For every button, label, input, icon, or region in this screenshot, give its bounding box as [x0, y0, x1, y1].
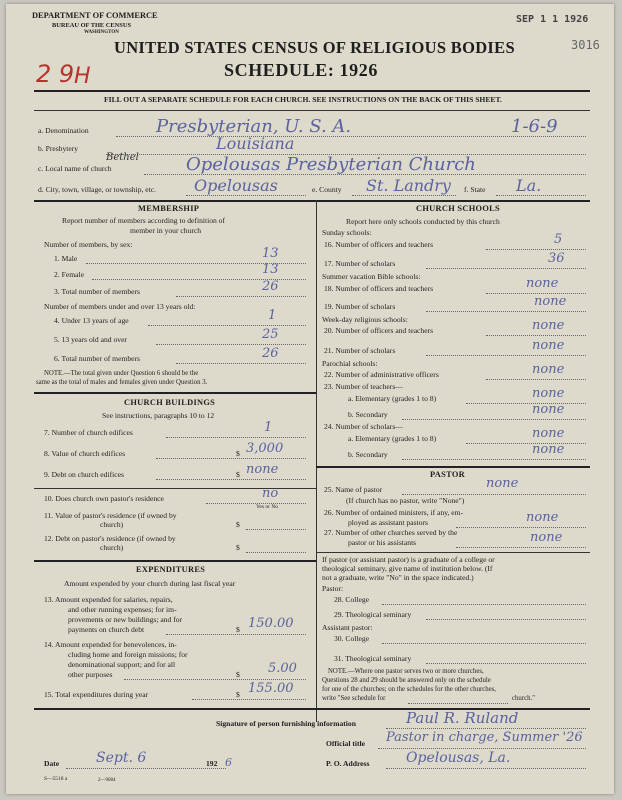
q14-line-4: other purposes [68, 670, 113, 679]
q27-line [456, 547, 586, 548]
denomination-label: a. Denomination [38, 126, 89, 135]
q4-line [148, 325, 306, 326]
q30-line [382, 643, 586, 644]
q21-line [426, 355, 586, 356]
q24b-line [402, 459, 586, 460]
q20-value: none [532, 318, 565, 333]
county-label: e. County [312, 185, 342, 194]
q24b-value: none [532, 442, 565, 457]
schools-rule [316, 466, 590, 468]
denomination-value: Presbyterian, U. S. A. [156, 116, 352, 137]
q14-dollar: $ [236, 670, 240, 679]
county-value: St. Landry [366, 176, 451, 195]
q6-line [176, 363, 306, 364]
q13-value: 150.00 [248, 616, 294, 631]
graduate-instruction-2: theological seminary, give name of institution below. (If [322, 564, 493, 573]
q31-line [426, 663, 586, 664]
q15-dollar: $ [236, 690, 240, 699]
city-line [186, 195, 306, 196]
q5-value: 25 [262, 327, 279, 342]
state-label: f. State [464, 185, 486, 194]
q24-label: 24. Number of scholars— [324, 422, 403, 431]
q8-dollar: $ [236, 449, 240, 458]
q16-line [486, 249, 586, 250]
q6-value: 26 [262, 346, 279, 361]
serial-number-stamp: 3016 [571, 38, 600, 52]
q3-line [176, 296, 306, 297]
signature-line [386, 728, 586, 729]
q12-dollar: $ [236, 543, 240, 552]
q1-label: 1. Male [54, 254, 78, 263]
date-label: Date [44, 759, 60, 768]
q25-value: none [486, 476, 519, 491]
q12-line [246, 552, 306, 553]
q26-value: none [526, 510, 559, 525]
buildings-rule [34, 560, 316, 562]
schedule-title: SCHEDULE: 1926 [224, 60, 378, 80]
date-value: Sept. 6 [96, 750, 147, 766]
q23a-value: none [532, 386, 565, 401]
column-divider [316, 200, 317, 722]
q29-line [426, 619, 586, 620]
q22-label: 22. Number of administrative officers [324, 370, 439, 379]
q12-label: 12. Debt on pastor's residence (if owned by [44, 534, 176, 543]
pastor-note-4: write "See schedule for [322, 695, 386, 702]
q12-label-2: church) [100, 543, 124, 552]
q10-value: no [262, 486, 279, 501]
q24a-label: a. Elementary (grades 1 to 8) [348, 434, 437, 443]
members-by-age-label: Number of members under and over 13 years old: [44, 302, 196, 311]
q17-label: 17. Number of scholars [324, 259, 396, 268]
red-handwritten-mark: 2 9 [36, 60, 75, 88]
print-number: 2—9084 [98, 778, 116, 783]
q14-value: 5.00 [268, 661, 297, 676]
summer-schools-label: Summer vacation Bible schools: [322, 272, 421, 281]
official-title-label: Official title [326, 739, 366, 748]
q25-label: 25. Name of pastor [324, 485, 383, 494]
q31-label: 31. Theological seminary [334, 654, 412, 663]
denomination-code: 1-6-9 [511, 116, 558, 137]
date-year-prefix: 192 [206, 759, 218, 768]
q8-label: 8. Value of church edifices [44, 449, 126, 458]
q17-value: 36 [548, 251, 565, 266]
q16-label: 16. Number of officers and teachers [324, 240, 434, 249]
q7-value: 1 [264, 420, 273, 435]
q28-label: 28. College [334, 595, 370, 604]
buildings-subtitle: See instructions, paragraphs 10 to 12 [102, 411, 215, 420]
q11-dollar: $ [236, 520, 240, 529]
sunday-schools-label: Sunday schools: [322, 228, 372, 237]
city-label: d. City, town, village, or township, etc. [38, 185, 157, 194]
census-schedule-form [6, 4, 614, 794]
q29-label: 29. Theological seminary [334, 610, 412, 619]
pastor-heading: PASTOR [430, 470, 465, 479]
q16-value: 5 [554, 232, 563, 247]
q7-line [166, 437, 306, 438]
po-address-line [386, 768, 586, 769]
signature-value: Paul R. Ruland [406, 709, 519, 727]
expenditures-subtitle: Amount expended by your church during last fiscal year [64, 579, 236, 588]
q14-line-1: 14. Amount expended for benevolences, in- [44, 640, 177, 649]
pastor-sublabel: Pastor: [322, 584, 344, 593]
pastor-note-3: for one of the churches; on the schedules for the other churches, [322, 686, 497, 693]
q15-value: 155.00 [248, 681, 294, 696]
q30-label: 30. College [334, 634, 370, 643]
q11-line [246, 529, 306, 530]
q13-line-4: payments on church debt [68, 625, 145, 634]
q23b-value: none [532, 402, 565, 417]
q23b-line [402, 419, 586, 420]
po-address-label: P. O. Address [326, 759, 370, 768]
q23a-label: a. Elementary (grades 1 to 8) [348, 394, 437, 403]
q26-label-2: ployed as assistant pastors [348, 518, 428, 527]
q24b-label: b. Secondary [348, 450, 388, 459]
red-letter-mark: H [74, 64, 91, 89]
q27-label: 27. Number of other churches served by the [324, 528, 458, 537]
date-line [66, 768, 226, 769]
page-title: UNITED STATES CENSUS OF RELIGIOUS BODIES [114, 38, 515, 57]
membership-subtitle: Report number of members according to definition of [62, 216, 226, 225]
q6-label: 6. Total number of members [54, 354, 141, 363]
q15-dots [192, 699, 306, 700]
graduate-instruction-3: not a graduate, write "No" in the space indicated.) [322, 573, 474, 582]
q13-line-1: 13. Amount expended for salaries, repairs, [44, 595, 173, 604]
pastor-note-line [408, 703, 508, 704]
assistant-pastor-sublabel: Assistant pastor: [322, 623, 373, 632]
q13-line-2: and other running expenses; for im- [68, 605, 177, 614]
q21-value: none [532, 338, 565, 353]
department-name: DEPARTMENT OF COMMERCE [32, 11, 158, 20]
expenditures-heading: EXPENDITURES [136, 565, 206, 574]
received-date-stamp: SEP 1 1 1926 [516, 14, 589, 25]
q5-label: 5. 13 years old and over [54, 335, 127, 344]
q14-dots [124, 679, 306, 680]
po-address-value: Opelousas, La. [406, 750, 511, 766]
q13-dollar: $ [236, 625, 240, 634]
q7-label: 7. Number of church edifices [44, 428, 133, 437]
schools-heading: CHURCH SCHOOLS [416, 204, 501, 213]
pastor-mid-rule [316, 552, 590, 553]
q24a-line [466, 443, 586, 444]
q2-value: 13 [262, 262, 279, 277]
q20-label: 20. Number of officers and teachers [324, 326, 434, 335]
q28-line [382, 604, 586, 605]
q14-line-2: cluding home and foreign missions; for [68, 650, 188, 659]
q26-line [456, 527, 586, 528]
q20-line [486, 335, 586, 336]
q23b-label: b. Secondary [348, 410, 388, 419]
signature-label: Signature of person furnishing information [216, 719, 356, 728]
membership-subtitle-2: member in your church [130, 226, 202, 235]
membership-heading: MEMBERSHIP [138, 204, 200, 213]
local-name-value: Opelousas Presbyterian Church [186, 154, 476, 175]
q24a-value: none [532, 426, 565, 441]
membership-rule [34, 392, 316, 394]
county-line [352, 195, 456, 196]
q25-hint: (If church has no pastor, write "None") [346, 496, 465, 505]
section-rule [34, 200, 590, 202]
q18-label: 18. Number of officers and teachers [324, 284, 434, 293]
q23-label: 23. Number of teachers— [324, 382, 403, 391]
q19-value: none [534, 294, 567, 309]
membership-note-2: same as the total of males and females given under Question 3. [36, 379, 208, 386]
presbytery-label: b. Presbytery [38, 144, 79, 153]
q23a-line [466, 403, 586, 404]
city-value: Opelousas [194, 176, 278, 195]
q19-label: 19. Number of scholars [324, 302, 396, 311]
q1-value: 13 [262, 246, 279, 261]
membership-note: NOTE.—The total given under Question 6 should be the [44, 370, 199, 377]
pastor-note-5: church." [512, 695, 535, 702]
q27-label-2: pastor or his assistants [348, 538, 417, 547]
q2-label: 2. Female [54, 270, 84, 279]
q26-label: 26. Number of ordained ministers, if any, em- [324, 508, 464, 517]
q9-label: 9. Debt on church edifices [44, 470, 124, 479]
city-name: WASHINGTON [84, 30, 119, 35]
header-rule [34, 90, 590, 92]
presbytery-value: Louisiana [216, 134, 295, 153]
pastor-note-1: NOTE.—Where one pastor serves two or more churches, [328, 668, 484, 675]
header-rule-2 [34, 110, 590, 111]
q3-value: 26 [262, 279, 279, 294]
parochial-schools-label: Parochial schools: [322, 359, 378, 368]
q17-line [426, 268, 586, 269]
buildings-heading: CHURCH BUILDINGS [124, 398, 216, 407]
form-number: S—5518 a [44, 776, 68, 782]
q9-line [156, 479, 306, 480]
q8-value: 3,000 [246, 441, 284, 456]
schools-subtitle: Report here only schools conducted by this church [346, 217, 500, 226]
q11-label-2: church) [100, 520, 124, 529]
date-year-digit: 6 [225, 756, 232, 769]
q22-line [486, 379, 586, 380]
q13-dots [166, 634, 306, 635]
q4-label: 4. Under 13 years of age [54, 316, 129, 325]
weekday-schools-label: Week-day religious schools: [322, 315, 408, 324]
q5-line [156, 344, 306, 345]
separate-schedule-instruction: FILL OUT A SEPARATE SCHEDULE FOR EACH CHURCH. SEE INSTRUCTIONS ON THE BACK OF THIS SHEET. [104, 95, 502, 104]
q4-value: 1 [268, 308, 277, 323]
q19-line [426, 311, 586, 312]
q10-label: 10. Does church own pastor's residence [44, 494, 164, 503]
q9-value: none [246, 462, 279, 477]
q25-line [402, 494, 586, 495]
official-title-value: Pastor in charge, Summer '26 [386, 730, 583, 745]
q21-label: 21. Number of scholars [324, 346, 396, 355]
q18-value: none [526, 276, 559, 291]
q14-line-3: denominational support; and for all [68, 660, 176, 669]
q10-yes-no-hint: Yes or No [256, 504, 279, 510]
graduate-instruction-1: If pastor (or assistant pastor) is a graduate of a college or [322, 555, 495, 564]
local-name-prefix: Bethel [106, 152, 139, 163]
bureau-name: BUREAU OF THE CENSUS [52, 22, 132, 29]
q13-line-3: provements or new buildings; and for [68, 615, 183, 624]
local-name-label: c. Local name of church [38, 164, 112, 173]
q8-line [156, 458, 306, 459]
official-title-line [378, 748, 586, 749]
members-by-sex-label: Number of members, by sex: [44, 240, 133, 249]
q11-label: 11. Value of pastor's residence (if owned by [44, 511, 177, 520]
q15-label: 15. Total expenditures during year [44, 690, 149, 699]
state-value: La. [516, 176, 542, 195]
q9-dollar: $ [236, 470, 240, 479]
pastor-note-2: Questions 28 and 29 should be answered only on the schedule [322, 677, 491, 684]
q22-value: none [532, 362, 565, 377]
q27-value: none [530, 530, 563, 545]
q3-label: 3. Total number of members [54, 287, 141, 296]
state-line [496, 195, 586, 196]
